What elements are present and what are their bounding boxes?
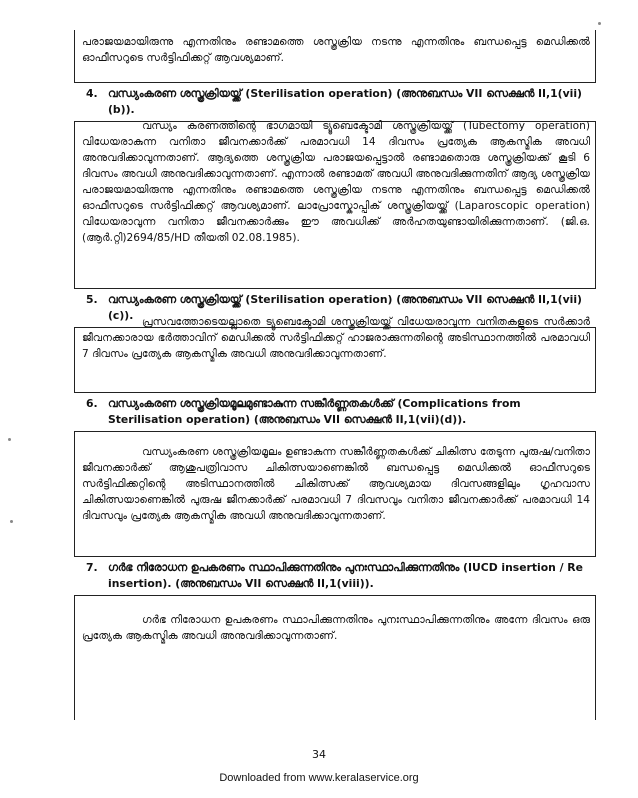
footer-source: Downloaded from www.keralaservice.org: [219, 772, 419, 784]
section-5-body: പ്രസവത്തോടെയല്ലാതെ ട്യൂബെക്ടോമി ശസ്ത്രക്രിയയ്ക്ക് വിധേയരാവുന്ന വനിതകളുടെ സർക്കാർ ജീവനക്കാരായ ഭർത്താവിന് മെഡിക്കൽ സർട്ടിഫിക്കറ്റ് ഹാജരാക്കുന്നതിന്റെ അടിസ്ഥാനത്തിൽ പരമാവധി 7 ദിവസം പ്രത്യേക ആകസ്മിക അവധി അനുവദിക്കാവുന്നതാണ്.: [82, 316, 590, 360]
section-6-number: 6.: [86, 397, 98, 410]
section-6-heading: [74, 392, 596, 432]
section-4-heading: [74, 82, 596, 122]
section-7-body: ഗർഭ നിരോധന ഉപകരണം സ്ഥാപിക്കുന്നതിനും പുനഃസ്ഥാപിക്കുന്നതിനും അന്നേ ദിവസം ഒരു പ്രത്യേക ആകസ്മിക അവധി അനുവദിക്കാവുന്നതാണ്.: [82, 614, 590, 642]
scan-speck: [8, 438, 11, 441]
section-5-title: വന്ധ്യംകരണ ശസ്ത്രക്രിയയ്ക്ക് (Sterilisation operation) (അനുബന്ധം VII സെക്ഷൻ II,1(vii)(c)).: [108, 293, 582, 322]
intro-paragraph: പരാജയമായിരുന്നു എന്നതിനും രണ്ടാമത്തെ ശസ്ത്രക്രിയ നടന്നു എന്നതിനും ബന്ധപ്പെട്ട മെഡിക്കൽ ഓഫീസറുടെ സർട്ടിഫിക്കറ്റ് ആവശ്യമാണ്.: [82, 36, 590, 64]
section-6-title: വന്ധ്യംകരണ ശസ്ത്രക്രിയമൂലമുണ്ടാകുന്ന സങ്കീർണ്ണതകൾക്ക് (Complications from Sterilisation operation) (അനുബന്ധം VII സെക്ഷൻ II,1(vii)(d)).: [108, 397, 521, 426]
scan-speck: [598, 22, 601, 25]
section-7-heading: [74, 556, 596, 596]
scan-speck: [10, 520, 13, 523]
page-number: 34: [312, 748, 326, 761]
section-4-title: വന്ധ്യംകരണ ശസ്ത്രക്രിയയ്ക്ക് (Sterilisation operation) (അനുബന്ധം VII സെക്ഷൻ II,1(vii)(b)).: [108, 87, 582, 116]
section-4-body: വന്ധ്യം കരണത്തിന്റെ ഭാഗമായി ട്യൂബെക്ടോമി ശസ്ത്രക്രിയയ്ക്ക് (Tubectomy operation) വിധേയരാകുന്ന വനിതാ ജീവനക്കാർക്ക് പരമാവധി 14 ദിവസം പ്രത്യേക ആകസ്മിക അവധി അനുവദിക്കാവുന്നതാണ്. ആദ്യത്തെ ശസ്ത്രക്രിയ പരാജയപ്പെട്ടാൽ രണ്ടാമതൊരു ശസ്ത്രക്രിയക്ക് കൂടി 6 ദിവസം അവധി അനുവദിക്കാവുന്നതാണ്. എന്നാൽ രണ്ടാമത് അവധി അനുവദിക്കുന്നതിന് ആദ്യ ശസ്ത്രക്രിയ പരാജയമായിരുന്നു എന്നതിനും രണ്ടാമത്തെ ശസ്ത്രക്രിയ നടന്നു എന്നതിനും ബന്ധപ്പെട്ട മെഡിക്കൽ ഓഫീസറുടെ സർട്ടിഫിക്കറ്റ് ആവശ്യമാണ്. ലാപ്രോസ്കോപ്പിക് ശസ്ത്രക്രിയയ്ക്ക് (Laparoscopic operation) വിധേയരാവുന്ന വനിതാ ജീവനക്കാർക്കും ഈ അവധിക്ക് അർഹതയുണ്ടായിരിക്കുന്നതാണ്. (ജി.ഒ.(ആർ.റ്റി)2694/85/HD തീയതി 02.08.1985).: [82, 120, 590, 244]
section-4-number: 4.: [86, 87, 98, 100]
section-5-number: 5.: [86, 293, 98, 306]
section-6-body: വന്ധ്യംകരണ ശസ്ത്രക്രിയമൂലം ഉണ്ടാകുന്ന സങ്കീർണ്ണതകൾക്ക് ചികിത്സ തേടുന്ന പുരുഷ/വനിതാ ജീവനക്കാർക്ക് ആശുപത്രിവാസ ചികിത്സയാണെങ്കിൽ ബന്ധപ്പെട്ട മെഡിക്കൽ ഓഫീസറുടെ സർട്ടിഫിക്കറ്റിന്റെ അടിസ്ഥാനത്തിൽ ചികിത്സക്ക് ആവശ്യമായ ദിവസങ്ങളിലും ഗൃഹവാസ ചികിത്സയാണെങ്കിൽ പുരുഷ ജീനക്കാർക്ക് പരമാവധി 7 ദിവസവും വനിതാ ജീവനക്കാർക്ക് പരമാവധി 14 ദിവസവും പ്രത്യേക ആകസ്മിക അവധി അനുവദിക്കാവുന്നതാണ്.: [82, 446, 590, 522]
section-7-number: 7.: [86, 561, 98, 574]
section-7-title: ഗർഭ നിരോധന ഉപകരണം സ്ഥാപിക്കുന്നതിനും പുനഃസ്ഥാപിക്കുന്നതിനും (IUCD insertion / Re insertion). (അനുബന്ധം VII സെക്ഷൻ II,1(viii)).: [108, 561, 583, 590]
